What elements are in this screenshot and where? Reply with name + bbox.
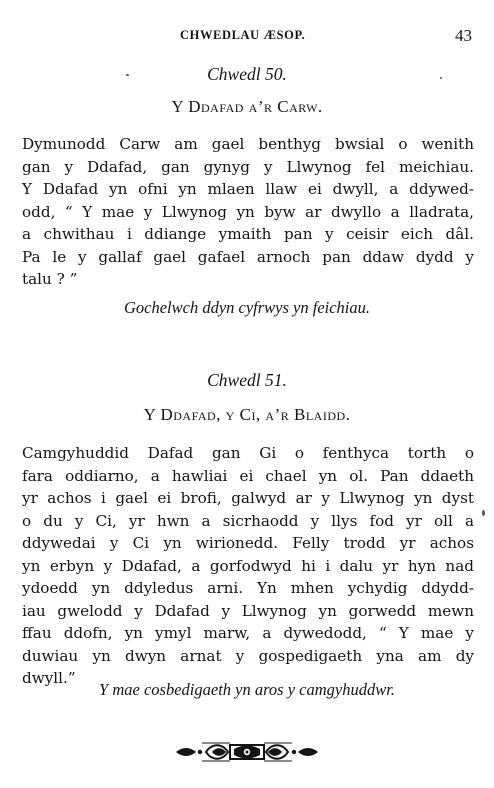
print-speck <box>126 74 129 76</box>
body-line: Pa le y gallaf gael gafael arnoch pan ddaw dydd y <box>22 247 474 266</box>
body-line: ddywedai y Ci yn wirionedd. Felly trodd yr achos <box>22 534 474 552</box>
fable-title: Y Ddafad, y Ci, a’r Blaidd. <box>143 405 351 424</box>
body-line: gan y Ddafad, gan gynyg y Llwynog fel meichiau. <box>22 157 474 176</box>
body-line: Dymunodd Carw am gael benthyg bwsial o wenith <box>22 135 474 153</box>
body-line: o du y Ci, yr hwn a sicrhaodd y llys fod yr oll a <box>22 511 474 530</box>
page-number: 43 <box>455 26 472 45</box>
body-line: Y Ddafad yn ofni yn mlaen llaw ei dwyll, a ddywed- <box>22 180 474 198</box>
ornamental-tailpiece-icon <box>172 740 322 764</box>
body-line: ydoedd yn ddyledus arni. Yn mhen ychydig ddydd- <box>22 579 474 597</box>
fable-body <box>22 442 474 690</box>
body-line: dwyll.” <box>22 669 76 687</box>
fable-number-label: Chwedl 50. <box>207 64 287 84</box>
fable-body <box>22 133 474 291</box>
fable-number-label: Chwedl 51. <box>207 370 287 390</box>
body-line: yr achos i gael ei brofi, galwyd ar y Llwynog yn dyst <box>22 489 474 507</box>
body-line: Camgyhuddid Dafad gan Gi o fenthyca torth o <box>22 444 474 462</box>
body-line: duwiau yn dwyn arnat y gospedigaeth yna am dy <box>22 646 474 665</box>
fable-title: Y Ddafad a’r Carw. <box>171 97 323 116</box>
body-line: a chwithau i ddiange ymaith pan y ceisir eich dâl. <box>22 225 474 243</box>
print-speck <box>482 510 485 516</box>
print-speck <box>440 77 442 79</box>
body-line: iau gwelodd y Ddafad y Llwynog yn gorwedd mewn <box>22 601 474 620</box>
body-line: odd, “ Y mae y Llwynog yn byw ar dwyllo a lladrata, <box>22 202 474 221</box>
running-head <box>0 28 494 48</box>
body-line: fara oddiarno, a hawliai ei chael yn ol. Pan ddaeth <box>22 466 474 485</box>
body-line: yn erbyn y Ddafad, a gorfodwyd hi i dalu yr hyn nad <box>22 556 474 575</box>
fable-moral: Gochelwch ddyn cyfrwys yn feichiau. <box>123 298 371 317</box>
body-line: ffau ddofn, yn ymyl marw, a dywedodd, “ Y mae y <box>22 624 474 642</box>
fable-moral: Y mae cosbedigaeth yn aros y camgyhuddwr. <box>99 680 395 699</box>
running-title: CHWEDLAU ÆSOP. <box>180 28 306 42</box>
body-line: talu ? ” <box>22 270 78 288</box>
